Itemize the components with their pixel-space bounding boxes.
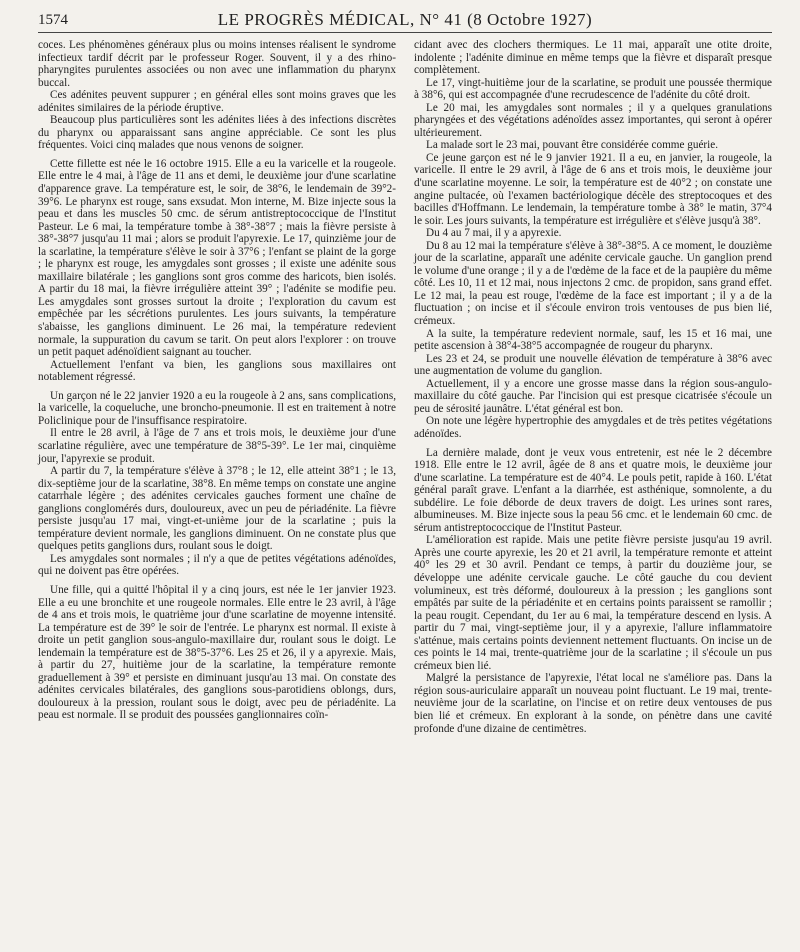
paragraph: coces. Les phénomènes généraux plus ou moins intenses réalisent le syndrome infectieux tardif décrit par le professeur Roger. Souvent, il y a des rhino-pharyngites purulentes associées ou non avec une inflammation du pharynx buccal. (38, 39, 396, 89)
paragraph: Actuellement l'enfant va bien, les ganglions sous maxillaires ont notablement régressé. (38, 358, 396, 384)
paragraph: Cette fillette est née le 16 octobre 1915. Elle a eu la varicelle et la rougeole. Elle entre le 4 mai, à l'âge de 11 ans et demi, le deuxième jour d'une scarlatine d'apparence grave. La température est, le soir, de 38°6, le lendemain de 39°2-39°6. Le pharynx est rouge, sans exsudat. Mon interne, M. Bize injecte sous la peau et dans les muscles 50 cmc. de sérum antistreptococcique de l'Institut Pasteur. Le 6 mai, la température tombe à 38°-38°7 ; mais la fièvre persiste à 38°-38°7 jusqu'au 11 mai ; alors se produit l'apyrexie. Le 17, quinzième jour de la scarlatine, la température s'élève le soir à 37°6 ; l'enfant se plaint de la gorge ; le pharynx est rouge, les amygdales sont grosses ; il existe une adénite sous maxillaire bilatérale ; les ganglions sont gros comme des haricots, bien isolés. A partir du 18 mai, la fièvre irrégulière atteint 39° ; l'adénite se modifie peu. Les amygdales sont grosses surtout la droite ; l'exploration du cavum est empêchée par les sécrétions purulentes. Les jours suivants, la température s'abaisse, les ganglions diminuent. Le 26 mai, la température redevient normale, la suppuration du cavum se tarit. On peut alors l'explorer : on trouve un petit paquet adénoïdient saignant au toucher. (38, 157, 396, 359)
paragraph: Une fille, qui a quitté l'hôpital il y a cinq jours, est née le 1er janvier 1923. Elle a eu une bronchite et une rougeole normales. Elle entre le 23 avril, à l'âge de 4 ans et trois mois, le quatrième jour d'une scarlatine de moyenne intensité. La température est de 39° le soir de l'entrée. Le pharynx est normal. Il existe à droite un petit ganglion sous-angulo-maxillaire dur, roulant sous le doigt. Le lendemain la température est de 38°5-37°6. Les 25 et 26, il y a apyrexie. Mais, à partir du 27, huitième jour de la scarlatine, la température remonte graduellement à 39° et persiste en diminuant jusqu'au 13 mai. On constate des adénites cervicales bilatérales, des ganglions sous-parotidiens oblongs, durs, douloureux à la pression, roulant sous le doigt, avec peu de périadénite. La peau est normale. Il se produit des poussées ganglionnaires coïn- (38, 583, 396, 722)
paragraph: Ce jeune garçon est né le 9 janvier 1921. Il a eu, en janvier, la rougeole, la varicelle. Il entre le 29 avril, à l'âge de 6 ans et trois mois, le deuxième jour d'une scarlatine moyenne. Le soir, la température est de 40°2 ; on constate une angine pultacée, où l'examen bactériologique décèle des streptocoques et des bacilles d'Hoffmann. Le lendemain, la température tombe à 38° le matin, 37°4 le soir. Les jours suivants, la température est irrégulière et s'élève jusqu'à 38°. (414, 151, 772, 227)
paragraph: Du 4 au 7 mai, il y a apyrexie. (426, 227, 562, 240)
paragraph: Les 23 et 24, se produit une nouvelle élévation de température à 38°6 avec une augmentation de volume du ganglion. (414, 352, 772, 378)
paragraph: Le 17, vingt-huitième jour de la scarlatine, se produit une poussée thermique à 38°6, qui est accompagnée d'une recrudescence de l'adénite du côté droit. (414, 76, 772, 102)
left-column (38, 39, 396, 735)
paragraph: On note une légère hypertrophie des amygdales et de très petites végétations adénoïdes. (414, 415, 772, 440)
right-column (414, 39, 772, 735)
paragraph: Beaucoup plus particulières sont les adénites liées à des infections discrètes du pharynx ou apparaissant sans angine appréciable. Ce sont les plus fréquentes. Voici cinq malades que nous venons de soigner. (38, 114, 396, 152)
text-columns (38, 39, 772, 735)
paragraph: Actuellement, il y a encore une grosse masse dans la région sous-angulo-maxillaire du côté gauche. Par l'incision qui est presque cicatrisée s'écoule un peu de sérosité jaunâtre. L'état général est bon. (414, 377, 772, 415)
paragraph: cidant avec des clochers thermiques. Le 11 mai, apparaît une otite droite, indolente ; l'adénite diminue en même temps que la fièvre et disparaît presque complètement. (414, 39, 772, 77)
paragraph: Malgré la persistance de l'apyrexie, l'état local ne s'améliore pas. Dans la région sous-auriculaire apparaît un nouveau point fluctuant. Le 19 mai, trente-neuvième jour de la scarlatine, on l'incise et on retire deux ventouses de pus bien lié et crémeux. En explorant à la sonde, on pénètre dans une cavité profonde d'une dizaine de centimètres. (414, 672, 772, 735)
paragraph: A partir du 7, la température s'élève à 37°8 ; le 12, elle atteint 38°1 ; le 13, dix-septième jour de la scarlatine, 38°8. En même temps on constate une angine catarrhale légère ; des adénites cervicales gauches forment une chaîne de ganglions conglomérés durs, douloureux, avec un peu de périadénite. La fièvre persiste jusqu'au 17 mai, vingt-et-unième jour de la scarlatine ; puis la température devient normale, les ganglions diminuent. On ne constate plus que quelques petits ganglions durs, roulant sous le doigt. (38, 465, 397, 553)
page-header (38, 10, 772, 33)
paragraph: Un garçon né le 22 janvier 1920 a eu la rougeole à 2 ans, sans complications, la varicelle, la coqueluche, une broncho-pneumonie. Il est en traitement à notre Policlinique pour de l'insuffisance respiratoire. (38, 389, 396, 427)
paragraph: L'amélioration est rapide. Mais une petite fièvre persiste jusqu'au 19 avril. Après une courte apyrexie, les 20 et 21 avril, la température remonte et atteint 40° les 29 et 30 avril. Pendant ce temps, à partir du douzième jour, se développe une adénite cervicale gauche. Le côté gauche du cou devient volumineux, est très déformé, douloureux à la pression ; les ganglions sont empâtés par suite de la périadénite et en certains points paraissent se ramollir ; la peau rougit. Cependant, du 1er au 6 mai, la température descend en lysis. A partir du 7 mai, vingt-septième jour, il y a apyrexie, l'allure inflammatoire s'atténue, mais certains points deviennent nettement fluctuants. On incise un de ces points le 14 mai, trente-quatrième jour de la scarlatine ; il s'écoule un pus crémeux bien lié. (414, 534, 772, 672)
paragraph: Les amygdales sont normales ; il n'y a que de petites végétations adénoïdes, qui ne doivent pas être opérées. (38, 552, 396, 578)
paragraph: Le 20 mai, les amygdales sont normales ; il y a quelques granulations pharyngées et des végétations adénoïdes assez importantes, qui seront à opérer ultérieurement. (414, 101, 772, 139)
paragraph: Ces adénites peuvent suppurer ; en général elles sont moins graves que les adénites similaires de la période éruptive. (38, 89, 396, 114)
paragraph: Du 8 au 12 mai la température s'élève à 38°-38°5. A ce moment, le douzième jour de la scarlatine, apparaît une adénite cervicale gauche. Un ganglion prend le volume d'une orange ; il y a de l'œdème de la face et de la paupière du même côté. Les 10, 11 et 12 mai, nous injectons 2 cmc. de propidon, sans grand effet. Le 12 mai, la peau est rouge, l'œdème de la face est important ; il y a de la fluctuation ; on incise et il s'écoule environ trois ventouses de pus bien lié, crémeux. (414, 239, 772, 328)
page-number: 1574 (38, 12, 68, 28)
paragraph: Il entre le 28 avril, à l'âge de 7 ans et trois mois, le deuxième jour d'une scarlatine régulière, avec une température de 38°5-39°. Le 1er mai, cinquième jour, l'apyrexie se produit. (38, 427, 396, 465)
paragraph: La dernière malade, dont je veux vous entretenir, est née le 2 décembre 1918. Elle entre le 12 avril, âgée de 8 ans et quatre mois, le deuxième jour d'une scarlatine. La température est de 40°4. Le pouls petit, rapide à 160. L'état général paraît grave. L'enfant a la diarrhée, est asthénique, somnolente, a du subdélire. Le foie déborde de deux travers de doigt. Les urines sont rares, albumineuses. M. Bize injecte sous la peau 56 cmc. et le lendemain 60 cmc. de sérum antistreptococcique de l'Institut Pasteur. (414, 446, 772, 534)
paragraph: A la suite, la température redevient normale, sauf, les 15 et 16 mai, une petite ascension à 38°4-38°5 accompagnée de rougeur du pharynx. (414, 327, 772, 353)
journal-title: LE PROGRÈS MÉDICAL, N° 41 (8 Octobre 1927) (217, 10, 593, 29)
paragraph: La malade sort le 23 mai, pouvant être considérée comme guérie. (426, 139, 719, 152)
